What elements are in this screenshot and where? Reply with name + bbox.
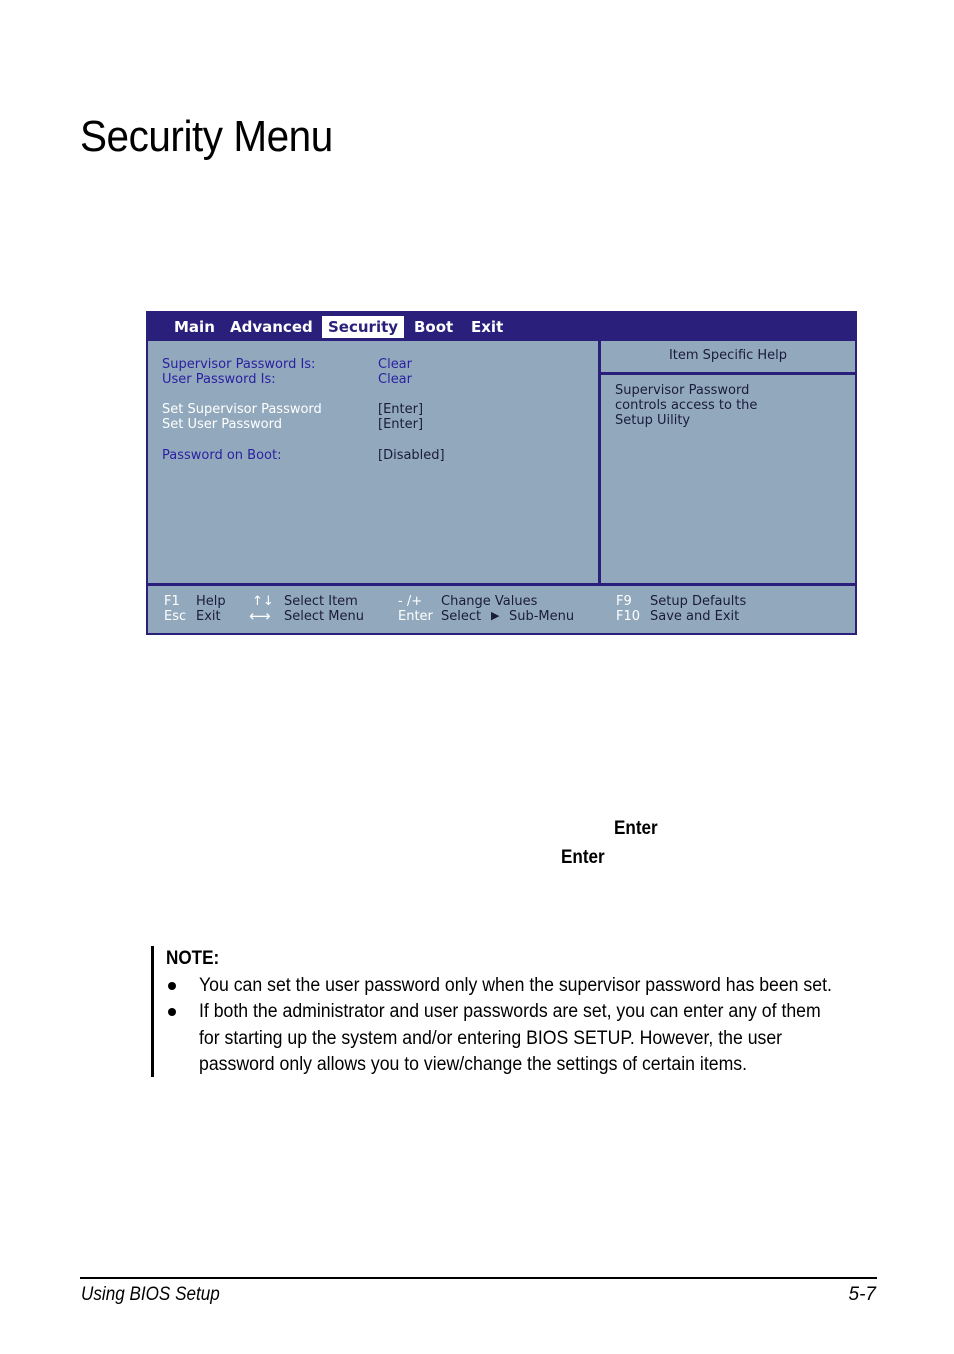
key-esc-desc: Exit: [196, 609, 221, 624]
key-esc: Esc: [164, 609, 187, 624]
tab-security[interactable]: Security: [322, 316, 404, 338]
help-title: Item Specific Help: [601, 341, 855, 375]
arrow-left-right-icon: ⟷: [249, 607, 271, 625]
tab-exit[interactable]: Exit: [471, 318, 504, 336]
row-label: Set Supervisor Password: [162, 402, 322, 417]
key-f9-desc: Setup Defaults: [650, 594, 747, 609]
footer-section-title: Using BIOS Setup: [81, 1284, 220, 1305]
key-change-desc: Change Values: [441, 594, 538, 609]
row-value: Clear: [378, 357, 412, 372]
bullet-icon: [168, 982, 176, 990]
key-f10: F10: [616, 609, 641, 624]
page-number: 5-7: [848, 1284, 876, 1305]
note-box: [151, 946, 884, 1077]
row-label: Set User Password: [162, 417, 282, 432]
tab-boot[interactable]: Boot: [414, 318, 454, 336]
key-enter: Enter: [398, 609, 433, 624]
row-value: Clear: [378, 372, 412, 387]
key-f1-desc: Help: [196, 594, 226, 609]
tab-advanced[interactable]: Advanced: [230, 318, 313, 336]
submenu-arrow-icon: ▶: [491, 609, 500, 622]
help-text: Supervisor Password controls access to the Setup Uility: [615, 383, 758, 428]
key-f1: F1: [164, 594, 180, 609]
bios-help-panel: [601, 341, 855, 583]
bios-settings-panel: [148, 341, 601, 583]
note-item: If both the administrator and user passwords are set, you can enter any of them for starting up the system and/or entering BIOS SETUP. However, the user password only allows you to view/change the settings of certain items.: [199, 1001, 821, 1075]
page-title: Security Menu: [80, 112, 333, 161]
enter-keyword: Enter: [614, 818, 658, 839]
row-value[interactable]: [Enter]: [378, 402, 424, 417]
key-change: - /+: [398, 594, 423, 609]
row-label: Supervisor Password Is:: [162, 357, 316, 372]
key-updown-desc: Select Item: [284, 594, 358, 609]
arrow-up-down-icon: ↑↓: [252, 594, 274, 609]
bios-key-legend: [148, 583, 855, 633]
bios-screenshot: [146, 311, 857, 635]
note-title: NOTE:: [166, 948, 220, 969]
key-f9: F9: [616, 594, 632, 609]
footer-divider: [80, 1277, 877, 1279]
key-leftright-desc: Select Menu: [284, 609, 364, 624]
key-submenu-desc: Sub-Menu: [509, 609, 575, 624]
row-value[interactable]: [Enter]: [378, 417, 424, 432]
key-f10-desc: Save and Exit: [650, 609, 740, 624]
tab-main[interactable]: Main: [174, 318, 215, 336]
row-label: Password on Boot:: [162, 448, 282, 463]
row-label: User Password Is:: [162, 372, 276, 387]
note-item: You can set the user password only when the supervisor password has been set.: [199, 975, 832, 996]
bullet-icon: [168, 1008, 176, 1016]
enter-keyword: Enter: [561, 847, 605, 868]
key-enter-desc: Select: [441, 609, 482, 624]
row-value[interactable]: [Disabled]: [378, 448, 445, 463]
bios-menu-bar: [148, 313, 855, 341]
